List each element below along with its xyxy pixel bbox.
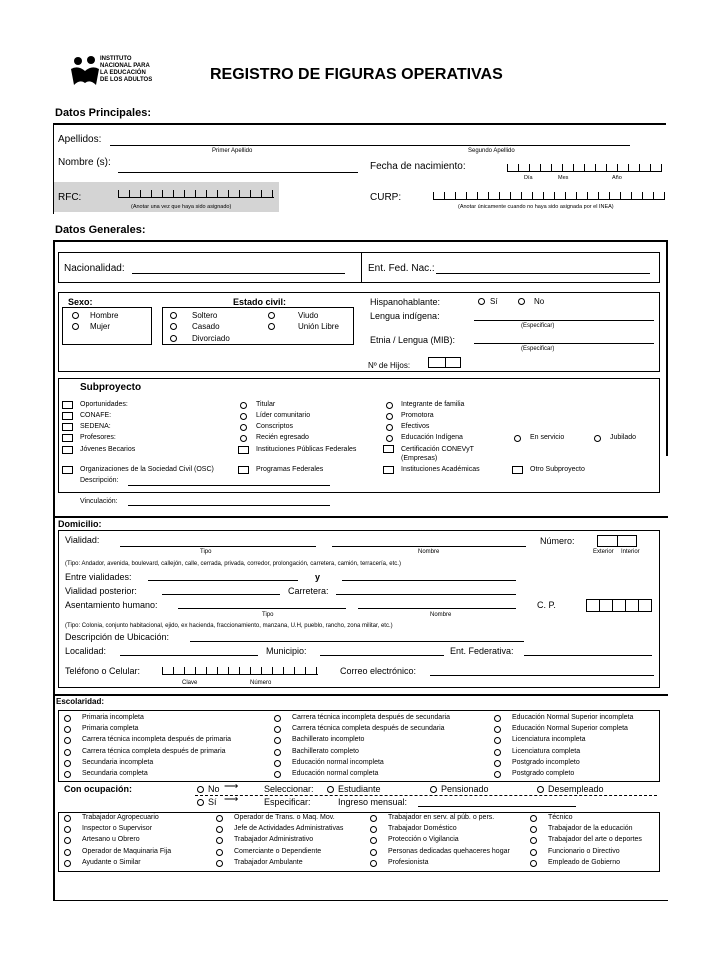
option-label: Recién egresado xyxy=(256,434,309,441)
option-label: Sí xyxy=(490,297,498,306)
divider xyxy=(666,241,668,456)
divorciado-radio[interactable] xyxy=(170,335,177,342)
escolaridad-radio[interactable] xyxy=(64,771,71,778)
option-label: Certificación CONEVyT xyxy=(401,446,474,453)
entre-label: Entre vialidades: xyxy=(65,572,132,582)
conevyt-checkbox[interactable] xyxy=(383,445,394,453)
field-caption: Clave xyxy=(182,680,198,686)
indigena-radio[interactable] xyxy=(386,435,393,442)
option-label: Desempleado xyxy=(548,784,604,794)
nombre-field[interactable] xyxy=(118,172,358,173)
option-label: Operador de Trans. o Maq. Mov. xyxy=(234,814,335,821)
asent-note: (Tipo: Colonia, conjunto habitacional, ejido, ex hacienda, fraccionamiento, manzana, U.H, pueblo, rancho, zona militar, etc.) xyxy=(65,623,393,629)
union-radio[interactable] xyxy=(268,323,275,330)
option-label: Profesionista xyxy=(388,858,429,866)
telefono-label: Teléfono o Celular: xyxy=(65,666,141,676)
academicas-checkbox[interactable] xyxy=(383,466,394,474)
efectivos-radio[interactable] xyxy=(386,424,393,431)
vinculacion-label: Vinculación: xyxy=(80,498,118,505)
asentamiento-label: Asentamiento humano: xyxy=(65,600,158,610)
divider xyxy=(361,252,362,283)
option-label: Trabajador Ambulante xyxy=(234,858,303,866)
jovenes-checkbox[interactable] xyxy=(62,446,73,454)
vinculacion-field[interactable] xyxy=(128,505,330,506)
option-label: Trabajador Doméstico xyxy=(388,825,457,833)
profesores-checkbox[interactable] xyxy=(62,434,73,442)
apellidos-field[interactable] xyxy=(110,145,630,146)
option-label: SEDENA: xyxy=(80,423,111,430)
entre-field-1[interactable] xyxy=(148,580,298,581)
ocupacion-radio[interactable] xyxy=(216,815,223,822)
cp-field[interactable] xyxy=(586,599,652,612)
casado-radio[interactable] xyxy=(170,323,177,330)
conscriptos-radio[interactable] xyxy=(240,424,247,431)
ocupacion-radio[interactable] xyxy=(64,860,71,867)
option-label: Personas dedicadas quehaceres hogar xyxy=(388,847,510,855)
logo-line: NACIONAL PARA xyxy=(100,63,150,69)
numero-label: Número: xyxy=(540,536,575,546)
option-label: Líder comunitario xyxy=(256,412,311,419)
divider xyxy=(53,241,55,901)
estudiante-radio[interactable] xyxy=(327,786,334,793)
ocupacion-radio[interactable] xyxy=(370,815,377,822)
escolaridad-radio[interactable] xyxy=(64,715,71,722)
hispano-label: Hispanohablante: xyxy=(370,297,441,307)
divider xyxy=(53,694,668,696)
option-label: Estudiante xyxy=(338,784,381,794)
escolaridad-radio[interactable] xyxy=(494,715,501,722)
option-label: Viudo xyxy=(298,311,319,320)
familia-radio[interactable] xyxy=(386,402,393,409)
nacionalidad-box xyxy=(58,252,660,283)
option-label: Protección o Vigilancia xyxy=(388,836,459,844)
section-heading: Domicilio: xyxy=(58,519,102,529)
field-caption: Año xyxy=(612,175,622,181)
option-label: Jefe de Actividades Administrativas xyxy=(234,825,344,833)
option-label: Licenciatura completa xyxy=(512,747,581,755)
option-label: Casado xyxy=(192,322,220,331)
option-label: Instituciones Académicas xyxy=(401,466,480,473)
etnia-label: Etnia / Lengua (MIB): xyxy=(370,335,456,345)
conafe-checkbox[interactable] xyxy=(62,412,73,420)
option-label: Organizaciones de la Sociedad Civil (OSC) xyxy=(80,466,214,473)
lengua-label: Lengua indígena: xyxy=(370,311,440,321)
ocupacion-radio[interactable] xyxy=(216,849,223,856)
option-label: Trabajador del arte o deportes xyxy=(548,836,642,844)
entfed-label: Ent. Fed. Nac.: xyxy=(368,263,435,274)
sedena-checkbox[interactable] xyxy=(62,423,73,431)
promotora-radio[interactable] xyxy=(386,413,393,420)
field-caption: Segundo Apellido xyxy=(468,148,515,154)
section-heading: Datos Principales: xyxy=(55,107,151,119)
subproyecto-heading: Subproyecto xyxy=(80,382,142,393)
curp-field[interactable] xyxy=(433,192,665,200)
option-label: Trabajador Agropecuario xyxy=(82,814,159,821)
option-label: Educación normal incompleta xyxy=(292,758,384,766)
asentamiento-tipo-field[interactable] xyxy=(178,608,346,609)
field-caption: Tipo xyxy=(200,549,212,555)
ocupacion-radio[interactable] xyxy=(370,849,377,856)
escolaridad-radio[interactable] xyxy=(494,771,501,778)
municipio-field[interactable] xyxy=(320,655,444,656)
lengua-field[interactable] xyxy=(474,320,654,321)
inea-logo-icon xyxy=(68,55,102,89)
page-title: REGISTRO DE FIGURAS OPERATIVAS xyxy=(210,66,503,83)
hijos-field[interactable] xyxy=(428,357,461,368)
nombre-label: Nombre (s): xyxy=(58,157,111,168)
ocupacion-radio[interactable] xyxy=(370,860,377,867)
divider xyxy=(195,795,657,796)
option-label: Promotora xyxy=(401,412,434,419)
ocupacion-radio[interactable] xyxy=(64,849,71,856)
option-label: Carrera técnica incompleta después de primaria xyxy=(82,736,232,744)
ocupacion-label: Con ocupación: xyxy=(64,784,132,794)
logo-line: INSTITUTO xyxy=(100,56,132,62)
estado-label: Estado civil: xyxy=(233,297,287,307)
entre-field-2[interactable] xyxy=(342,580,516,581)
option-label: (Empresas) xyxy=(401,455,438,462)
soltero-radio[interactable] xyxy=(170,312,177,319)
field-caption: Nombre xyxy=(418,549,440,555)
option-label: Soltero xyxy=(192,311,218,320)
descripcion-ubic-label: Descripción de Ubicación: xyxy=(65,632,170,642)
option-label: Carrera técnica incompleta después de secundaria xyxy=(292,714,450,721)
vialidad-label: Vialidad: xyxy=(65,535,100,545)
egresado-radio[interactable] xyxy=(240,435,247,442)
rfc-field[interactable] xyxy=(118,190,274,198)
option-label: Trabajador Administrativo xyxy=(234,836,314,844)
rfc-label: RFC: xyxy=(58,192,82,203)
hispano-si-radio[interactable] xyxy=(478,298,485,305)
field-caption: (Anotar únicamente cuando no haya sido asignada por el INEA) xyxy=(458,204,614,210)
option-label: Bachillerato incompleto xyxy=(292,736,365,744)
ocupacion-radio[interactable] xyxy=(530,815,537,822)
escolaridad-radio[interactable] xyxy=(274,760,281,767)
divider xyxy=(53,240,668,242)
fecha-field[interactable] xyxy=(507,164,662,172)
localidad-label: Localidad: xyxy=(65,646,107,656)
fecha-label: Fecha de nacimiento: xyxy=(370,161,466,172)
option-label: Mujer xyxy=(90,322,111,331)
option-label: Programas Federales xyxy=(256,466,324,473)
option-label: No xyxy=(534,297,545,306)
ocupacion-radio[interactable] xyxy=(64,815,71,822)
option-label: Educación Normal Superior completa xyxy=(512,725,628,733)
mujer-radio[interactable] xyxy=(72,323,79,330)
option-label: Conscriptos xyxy=(256,423,293,430)
option-label: Profesores: xyxy=(80,434,116,441)
especificar-label: Especificar: xyxy=(264,797,311,807)
arrow-icon: ⟶ xyxy=(224,794,239,805)
arrow-icon: ⟶ xyxy=(224,781,239,792)
option-label: Bachillerato completo xyxy=(292,747,359,755)
y-label: y xyxy=(315,572,321,582)
field-caption: (Anotar una vez que haya sido asignado) xyxy=(131,204,232,210)
option-label: Efectivos xyxy=(401,423,430,430)
subproyecto-box xyxy=(58,378,660,493)
field-caption: Exterior xyxy=(593,549,614,555)
nacionalidad-label: Nacionalidad: xyxy=(64,263,125,274)
escolaridad-radio[interactable] xyxy=(494,760,501,767)
option-label: Empleado de Gobierno xyxy=(548,858,620,866)
carretera-field[interactable] xyxy=(336,594,516,595)
municipio-label: Municipio: xyxy=(266,646,307,656)
option-label: Unión Libre xyxy=(298,322,339,331)
field-caption: Interior xyxy=(621,549,640,555)
localidad-field[interactable] xyxy=(120,655,258,656)
escolaridad-radio[interactable] xyxy=(274,771,281,778)
nacionalidad-field[interactable] xyxy=(132,273,345,274)
escolaridad-radio[interactable] xyxy=(494,749,501,756)
descripcion-label: Descripción: xyxy=(80,477,119,484)
option-label: Pensionado xyxy=(441,784,489,794)
option-label: Carrera técnica completa después de secundaria xyxy=(292,725,445,733)
hijos-label: Nº de Hijos: xyxy=(368,361,411,370)
option-label: Educación normal completa xyxy=(292,770,379,777)
option-label: Trabajador de la educación xyxy=(548,825,633,833)
programas-checkbox[interactable] xyxy=(238,466,249,474)
carretera-label: Carretera: xyxy=(288,586,329,596)
posterior-label: Vialidad posterior: xyxy=(65,586,137,596)
option-label: Otro Subproyecto xyxy=(530,466,585,473)
escolaridad-radio[interactable] xyxy=(274,749,281,756)
otro-checkbox[interactable] xyxy=(512,466,523,474)
curp-label: CURP: xyxy=(370,192,402,203)
etnia-field[interactable] xyxy=(474,343,654,344)
entfed-field[interactable] xyxy=(436,273,650,274)
logo-line: LA EDUCACIÓN xyxy=(100,70,146,76)
pensionado-radio[interactable] xyxy=(430,786,437,793)
option-label: Funcionario o Directivo xyxy=(548,847,620,855)
option-label: Sí xyxy=(208,797,217,807)
desempleado-radio[interactable] xyxy=(537,786,544,793)
option-label: Técnico xyxy=(548,814,573,821)
ocupacion-radio[interactable] xyxy=(216,860,223,867)
ingreso-label: Ingreso mensual: xyxy=(338,797,408,807)
ocupacion-no-radio[interactable] xyxy=(197,786,204,793)
posterior-field[interactable] xyxy=(162,594,280,595)
escolaridad-radio[interactable] xyxy=(274,715,281,722)
viudo-radio[interactable] xyxy=(268,312,275,319)
titular-radio[interactable] xyxy=(240,402,247,409)
osc-checkbox[interactable] xyxy=(62,466,73,474)
field-caption: Mes xyxy=(558,175,569,181)
vialidad-tipo-field[interactable] xyxy=(120,546,316,547)
option-label: Divorciado xyxy=(192,334,230,343)
entfed-dom-label: Ent. Federativa: xyxy=(450,646,514,656)
option-label: Integrante de familia xyxy=(401,401,465,408)
correo-label: Correo electrónico: xyxy=(340,666,417,676)
option-label: Jóvenes Becarios xyxy=(80,446,136,453)
cp-label: C. P. xyxy=(537,600,556,610)
tipo-note: (Tipo: Andador, avenida, boulevard, callejón, calle, cerrada, privada, corredor, prolongación, carretera, camión, terracería, etc.) xyxy=(65,561,401,567)
option-label: Secundaria completa xyxy=(82,770,148,777)
field-caption: (Especificar) xyxy=(521,323,555,329)
option-label: Artesano u Obrero xyxy=(82,836,140,844)
field-caption: Primer Apellido xyxy=(212,148,253,154)
option-label: Secundaria incompleta xyxy=(82,758,154,766)
option-label: Hombre xyxy=(90,311,119,320)
sexo-label: Sexo: xyxy=(68,297,93,307)
option-label: En servicio xyxy=(530,434,565,441)
field-caption: Número xyxy=(250,680,272,686)
asentamiento-nombre-field[interactable] xyxy=(358,608,516,609)
field-caption: Día xyxy=(524,175,533,181)
field-caption: Nombre xyxy=(430,612,452,618)
oportunidades-checkbox[interactable] xyxy=(62,401,73,409)
option-label: Oportunidades: xyxy=(80,401,128,408)
hombre-radio[interactable] xyxy=(72,312,79,319)
apellidos-label: Apellidos: xyxy=(58,134,102,145)
divider xyxy=(53,900,668,901)
section-heading: Escolaridad: xyxy=(56,697,105,706)
option-label: Titular xyxy=(256,401,276,408)
option-label: Educación Normal Superior incompleta xyxy=(512,714,634,721)
servicio-radio[interactable] xyxy=(514,435,521,442)
ocupacion-radio[interactable] xyxy=(530,849,537,856)
option-label: Jubilado xyxy=(610,434,637,441)
ocupacion-si-radio[interactable] xyxy=(197,799,204,806)
section-heading: Datos Generales: xyxy=(55,224,146,236)
option-label: Primaria completa xyxy=(82,725,139,733)
option-label: CONAFE: xyxy=(80,412,112,419)
field-caption: Tipo xyxy=(262,612,274,618)
option-label: Instituciones Públicas Federales xyxy=(256,446,357,453)
field-caption: (Especificar) xyxy=(521,346,555,352)
correo-field[interactable] xyxy=(430,675,654,676)
numero-field[interactable] xyxy=(597,535,637,547)
option-label: Licenciatura incompleta xyxy=(512,736,586,744)
option-label: Operador de Maquinaria Fija xyxy=(82,847,172,855)
option-label: Postgrado incompleto xyxy=(512,758,580,766)
option-label: No xyxy=(208,784,220,794)
option-label: Primaria incompleta xyxy=(82,714,144,721)
telefono-field[interactable] xyxy=(162,667,318,675)
hispano-no-radio[interactable] xyxy=(518,298,525,305)
escolaridad-radio[interactable] xyxy=(64,749,71,756)
option-label: Inspector o Supervisor xyxy=(82,825,153,833)
escolaridad-radio[interactable] xyxy=(64,760,71,767)
option-label: Postgrado completo xyxy=(512,770,575,777)
seleccionar-label: Seleccionar: xyxy=(264,784,314,794)
descripcion-field[interactable] xyxy=(128,485,330,486)
divider xyxy=(53,123,666,125)
ipf-checkbox[interactable] xyxy=(238,446,249,454)
option-label: Comerciante o Dependiente xyxy=(234,847,322,855)
logo-line: DE LOS ADULTOS xyxy=(100,77,153,83)
descripcion-ubic-field[interactable] xyxy=(190,641,524,642)
option-label: Educación Indígena xyxy=(401,434,463,441)
inea-logo xyxy=(68,55,168,90)
divider xyxy=(53,516,668,518)
ingreso-field[interactable] xyxy=(418,806,576,807)
lider-radio[interactable] xyxy=(240,413,247,420)
entfed-dom-field[interactable] xyxy=(524,655,652,656)
option-label: Ayudante o Similar xyxy=(82,858,141,866)
vialidad-nombre-field[interactable] xyxy=(332,546,526,547)
option-label: Carrera técnica completa después de primaria xyxy=(82,747,226,755)
ocupacion-radio[interactable] xyxy=(530,860,537,867)
option-label: Trabajador en serv. al púb. o pers. xyxy=(388,814,495,821)
jubilado-radio[interactable] xyxy=(594,435,601,442)
